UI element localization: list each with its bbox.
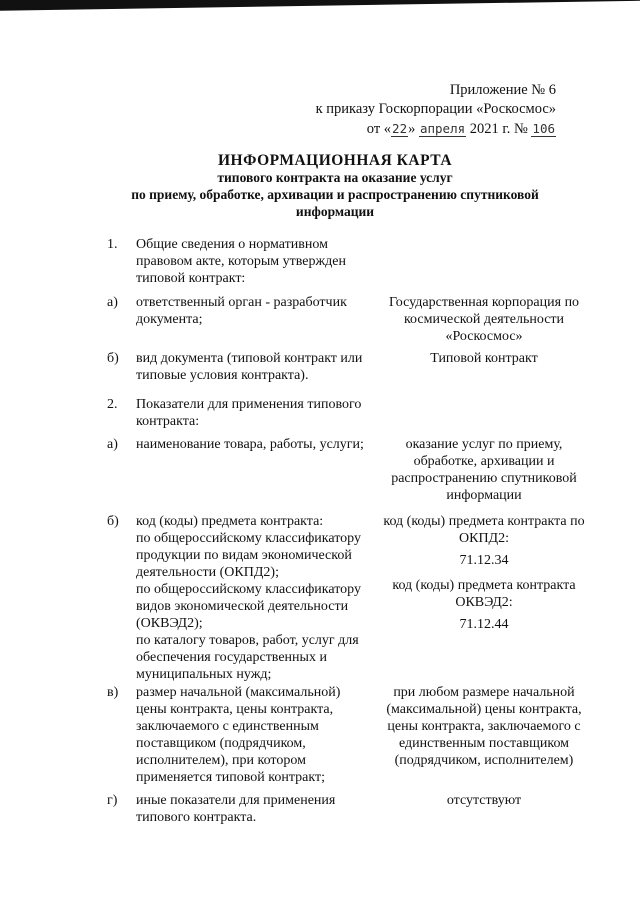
title-line: типового контракта на оказание услуг — [217, 170, 453, 185]
section-number: а) — [107, 295, 118, 310]
section-value — [375, 513, 593, 641]
section-number: 2. — [107, 397, 118, 412]
okpd-code: 71.12.34 — [459, 553, 509, 568]
section-number: б) — [107, 514, 119, 529]
title-line: информации — [295, 204, 375, 219]
section-value: Типовой контракт — [430, 351, 538, 366]
section-label: Общие сведения о нормативном правовом акте, которым утвержден типовой контракт: — [136, 237, 346, 286]
section-label: наименование товара, работы, услуги; — [136, 437, 364, 452]
section-label: размер начальной (максимальной) цены контракта, цены контракта, заключаемого с единственным поставщиком (подрядчиком, исполнителем), при котором применяется типовой контракт; — [136, 685, 341, 785]
number-prefix: г. № — [498, 121, 532, 137]
okved-label: код (коды) предмета контракта ОКВЭД2: — [392, 578, 576, 610]
date-mid: » — [408, 121, 419, 137]
date-month: апреля — [419, 121, 466, 136]
okved-code: 71.12.44 — [459, 617, 509, 632]
document-title — [100, 152, 570, 220]
section-number: г) — [107, 793, 118, 808]
order-number: 106 — [532, 121, 555, 136]
title-main: ИНФОРМАЦИОННАЯ КАРТА — [217, 152, 453, 169]
section-label: код (коды) предмета контракта: по общероссийскому классификатору продукции по видам экономической деятельности (ОКПД2); по общероссийскому классификатору видов экономической деятельности (ОКВЭД2); по каталогу товаров, работ, услуг для обеспечения государственных и муниципальных нужд; — [136, 514, 361, 682]
page-corner-edge — [0, 0, 640, 70]
okpd-label: код (коды) предмета контракта по ОКПД2: — [383, 514, 585, 546]
section-label: Показатели для применения типового контракта: — [136, 397, 362, 429]
section-value: при любом размере начальной (максимальной) цены контракта, цены контракта, заключаемого с единственным поставщиком (подрядчиком, исполнителем) — [386, 685, 582, 768]
date-prefix: от « — [366, 121, 392, 137]
appendix-block — [296, 81, 556, 139]
section-value: отсутствуют — [446, 793, 522, 808]
appendix-order-line: к приказу Госкорпорации «Роскосмос» — [315, 101, 556, 117]
section-value: Государственная корпорация по космической деятельности «Роскосмос» — [388, 295, 580, 344]
section-label: иные показатели для применения типового контракта. — [136, 793, 336, 825]
section-label: вид документа (типовой контракт или типовые условия контракта). — [136, 351, 363, 383]
date-day: 22 — [392, 121, 408, 136]
section-label: ответственный орган - разработчик документа; — [136, 295, 347, 327]
section-value: оказание услуг по приему, обработке, архивации и распространению спутниковой информации — [391, 437, 577, 503]
appendix-date-line — [296, 119, 556, 139]
section-number: б) — [107, 351, 119, 366]
section-number: в) — [107, 685, 119, 700]
date-year: 2021 — [466, 121, 499, 137]
title-line: по приему, обработке, архивации и распространению спутниковой — [131, 187, 539, 202]
appendix-line: Приложение № 6 — [449, 82, 556, 98]
section-number: 1. — [107, 237, 118, 252]
section-number: а) — [107, 437, 118, 452]
